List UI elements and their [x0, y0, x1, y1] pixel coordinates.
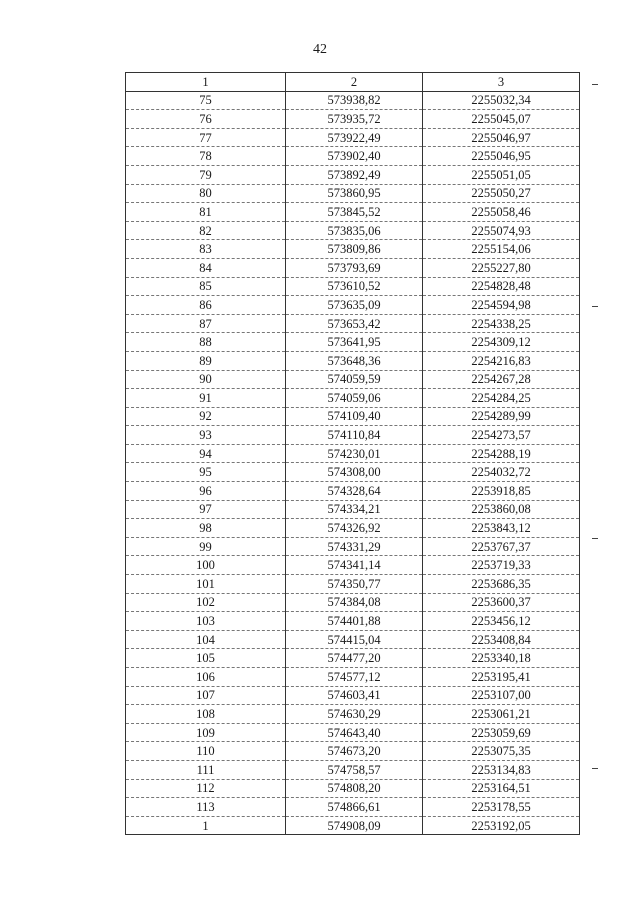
- y-coordinate-cell: 2253719,33: [423, 556, 580, 575]
- table-row: [126, 612, 580, 631]
- table-row: [126, 240, 580, 259]
- y-coordinate-cell: 2253061,21: [423, 705, 580, 724]
- point-number-cell: 102: [126, 593, 286, 612]
- table-row: [126, 277, 580, 296]
- x-coordinate-cell: 574109,40: [286, 407, 423, 426]
- y-coordinate-cell: 2253456,12: [423, 612, 580, 631]
- x-coordinate-cell: 574477,20: [286, 649, 423, 668]
- x-coordinate-cell: 574341,14: [286, 556, 423, 575]
- x-coordinate-cell: 574401,88: [286, 612, 423, 631]
- x-coordinate-cell: 573892,49: [286, 165, 423, 184]
- table-row: [126, 742, 580, 761]
- x-coordinate-cell: 574350,77: [286, 575, 423, 594]
- table-row: [126, 314, 580, 333]
- point-number-cell: 87: [126, 314, 286, 333]
- table-row: [126, 165, 580, 184]
- x-coordinate-cell: 574577,12: [286, 668, 423, 687]
- table-row: [126, 686, 580, 705]
- table-header: [126, 73, 580, 92]
- x-coordinate-cell: 574415,04: [286, 630, 423, 649]
- x-coordinate-cell: 574331,29: [286, 537, 423, 556]
- y-coordinate-cell: 2254594,98: [423, 296, 580, 315]
- y-coordinate-cell: 2253686,35: [423, 575, 580, 594]
- point-number-cell: 1: [126, 816, 286, 835]
- point-number-cell: 76: [126, 110, 286, 129]
- header-cell-x: 2: [286, 73, 423, 92]
- x-coordinate-cell: 573860,95: [286, 184, 423, 203]
- x-coordinate-cell: 573635,09: [286, 296, 423, 315]
- point-number-cell: 91: [126, 389, 286, 408]
- margin-mark: [592, 768, 598, 769]
- point-number-cell: 79: [126, 165, 286, 184]
- x-coordinate-cell: 574384,08: [286, 593, 423, 612]
- y-coordinate-cell: 2254289,99: [423, 407, 580, 426]
- y-coordinate-cell: 2253059,69: [423, 723, 580, 742]
- point-number-cell: 85: [126, 277, 286, 296]
- coordinates-table: [125, 72, 580, 835]
- point-number-cell: 113: [126, 798, 286, 817]
- x-coordinate-cell: 573835,06: [286, 221, 423, 240]
- table-row: [126, 91, 580, 110]
- point-number-cell: 89: [126, 351, 286, 370]
- table-row: [126, 147, 580, 166]
- header-row: [126, 73, 580, 92]
- y-coordinate-cell: 2255046,95: [423, 147, 580, 166]
- y-coordinate-cell: 2254216,83: [423, 351, 580, 370]
- table-row: [126, 649, 580, 668]
- y-coordinate-cell: 2254284,25: [423, 389, 580, 408]
- y-coordinate-cell: 2255046,97: [423, 128, 580, 147]
- x-coordinate-cell: 574866,61: [286, 798, 423, 817]
- y-coordinate-cell: 2253843,12: [423, 519, 580, 538]
- y-coordinate-cell: 2253107,00: [423, 686, 580, 705]
- y-coordinate-cell: 2253178,55: [423, 798, 580, 817]
- y-coordinate-cell: 2255051,05: [423, 165, 580, 184]
- y-coordinate-cell: 2254828,48: [423, 277, 580, 296]
- point-number-cell: 110: [126, 742, 286, 761]
- point-number-cell: 83: [126, 240, 286, 259]
- x-coordinate-cell: 573845,52: [286, 203, 423, 222]
- page-number: 42: [313, 42, 327, 57]
- point-number-cell: 98: [126, 519, 286, 538]
- point-number-cell: 93: [126, 426, 286, 445]
- x-coordinate-cell: 574603,41: [286, 686, 423, 705]
- point-number-cell: 94: [126, 444, 286, 463]
- table-row: [126, 351, 580, 370]
- point-number-cell: 82: [126, 221, 286, 240]
- y-coordinate-cell: 2255227,80: [423, 258, 580, 277]
- x-coordinate-cell: 574110,84: [286, 426, 423, 445]
- y-coordinate-cell: 2255074,93: [423, 221, 580, 240]
- table-row: [126, 407, 580, 426]
- point-number-cell: 78: [126, 147, 286, 166]
- point-number-cell: 77: [126, 128, 286, 147]
- point-number-cell: 80: [126, 184, 286, 203]
- table-row: [126, 537, 580, 556]
- y-coordinate-cell: 2254273,57: [423, 426, 580, 445]
- table-row: [126, 110, 580, 129]
- y-coordinate-cell: 2253164,51: [423, 779, 580, 798]
- table-row: [126, 816, 580, 835]
- table-body: [126, 91, 580, 835]
- table-row: [126, 760, 580, 779]
- point-number-cell: 75: [126, 91, 286, 110]
- point-number-cell: 97: [126, 500, 286, 519]
- point-number-cell: 101: [126, 575, 286, 594]
- y-coordinate-cell: 2255058,46: [423, 203, 580, 222]
- table-row: [126, 593, 580, 612]
- x-coordinate-cell: 574328,64: [286, 482, 423, 501]
- y-coordinate-cell: 2254338,25: [423, 314, 580, 333]
- point-number-cell: 95: [126, 463, 286, 482]
- table-row: [126, 705, 580, 724]
- y-coordinate-cell: 2253192,05: [423, 816, 580, 835]
- point-number-cell: 100: [126, 556, 286, 575]
- x-coordinate-cell: 573809,86: [286, 240, 423, 259]
- y-coordinate-cell: 2253408,84: [423, 630, 580, 649]
- y-coordinate-cell: 2255045,07: [423, 110, 580, 129]
- header-cell-point: 1: [126, 73, 286, 92]
- y-coordinate-cell: 2253860,08: [423, 500, 580, 519]
- table-row: [126, 630, 580, 649]
- table-row: [126, 444, 580, 463]
- x-coordinate-cell: 574334,21: [286, 500, 423, 519]
- point-number-cell: 111: [126, 760, 286, 779]
- margin-mark: [592, 306, 598, 307]
- x-coordinate-cell: 573641,95: [286, 333, 423, 352]
- table-row: [126, 184, 580, 203]
- table-row: [126, 463, 580, 482]
- x-coordinate-cell: 574908,09: [286, 816, 423, 835]
- point-number-cell: 99: [126, 537, 286, 556]
- point-number-cell: 84: [126, 258, 286, 277]
- point-number-cell: 90: [126, 370, 286, 389]
- x-coordinate-cell: 573922,49: [286, 128, 423, 147]
- y-coordinate-cell: 2253134,83: [423, 760, 580, 779]
- table-row: [126, 221, 580, 240]
- x-coordinate-cell: 574059,59: [286, 370, 423, 389]
- table-row: [126, 575, 580, 594]
- x-coordinate-cell: 573653,42: [286, 314, 423, 333]
- table-row: [126, 203, 580, 222]
- table-row: [126, 389, 580, 408]
- x-coordinate-cell: 573902,40: [286, 147, 423, 166]
- point-number-cell: 104: [126, 630, 286, 649]
- y-coordinate-cell: 2254267,28: [423, 370, 580, 389]
- header-cell-y: 3: [423, 73, 580, 92]
- point-number-cell: 96: [126, 482, 286, 501]
- x-coordinate-cell: 574808,20: [286, 779, 423, 798]
- point-number-cell: 105: [126, 649, 286, 668]
- table-row: [126, 779, 580, 798]
- table-row: [126, 296, 580, 315]
- point-number-cell: 108: [126, 705, 286, 724]
- point-number-cell: 92: [126, 407, 286, 426]
- y-coordinate-cell: 2255154,06: [423, 240, 580, 259]
- x-coordinate-cell: 574673,20: [286, 742, 423, 761]
- x-coordinate-cell: 574308,00: [286, 463, 423, 482]
- y-coordinate-cell: 2253340,18: [423, 649, 580, 668]
- y-coordinate-cell: 2254032,72: [423, 463, 580, 482]
- x-coordinate-cell: 573648,36: [286, 351, 423, 370]
- table-row: [126, 370, 580, 389]
- y-coordinate-cell: 2253600,37: [423, 593, 580, 612]
- y-coordinate-cell: 2253075,35: [423, 742, 580, 761]
- x-coordinate-cell: 573793,69: [286, 258, 423, 277]
- point-number-cell: 112: [126, 779, 286, 798]
- table-row: [126, 258, 580, 277]
- x-coordinate-cell: 573938,82: [286, 91, 423, 110]
- table-row: [126, 519, 580, 538]
- point-number-cell: 81: [126, 203, 286, 222]
- table-row: [126, 556, 580, 575]
- point-number-cell: 86: [126, 296, 286, 315]
- table-row: [126, 128, 580, 147]
- point-number-cell: 107: [126, 686, 286, 705]
- y-coordinate-cell: 2254288,19: [423, 444, 580, 463]
- point-number-cell: 103: [126, 612, 286, 631]
- table-row: [126, 426, 580, 445]
- y-coordinate-cell: 2253767,37: [423, 537, 580, 556]
- point-number-cell: 106: [126, 668, 286, 687]
- y-coordinate-cell: 2255032,34: [423, 91, 580, 110]
- x-coordinate-cell: 573610,52: [286, 277, 423, 296]
- table-row: [126, 482, 580, 501]
- x-coordinate-cell: 574230,01: [286, 444, 423, 463]
- x-coordinate-cell: 574059,06: [286, 389, 423, 408]
- point-number-cell: 88: [126, 333, 286, 352]
- y-coordinate-cell: 2253918,85: [423, 482, 580, 501]
- table-row: [126, 723, 580, 742]
- x-coordinate-cell: 574630,29: [286, 705, 423, 724]
- y-coordinate-cell: 2253195,41: [423, 668, 580, 687]
- point-number-cell: 109: [126, 723, 286, 742]
- y-coordinate-cell: 2255050,27: [423, 184, 580, 203]
- y-coordinate-cell: 2254309,12: [423, 333, 580, 352]
- margin-mark: [592, 84, 598, 85]
- table-row: [126, 333, 580, 352]
- x-coordinate-cell: 574758,57: [286, 760, 423, 779]
- table-row: [126, 668, 580, 687]
- x-coordinate-cell: 574643,40: [286, 723, 423, 742]
- x-coordinate-cell: 574326,92: [286, 519, 423, 538]
- x-coordinate-cell: 573935,72: [286, 110, 423, 129]
- table-row: [126, 500, 580, 519]
- table-row: [126, 798, 580, 817]
- margin-mark: [592, 538, 598, 539]
